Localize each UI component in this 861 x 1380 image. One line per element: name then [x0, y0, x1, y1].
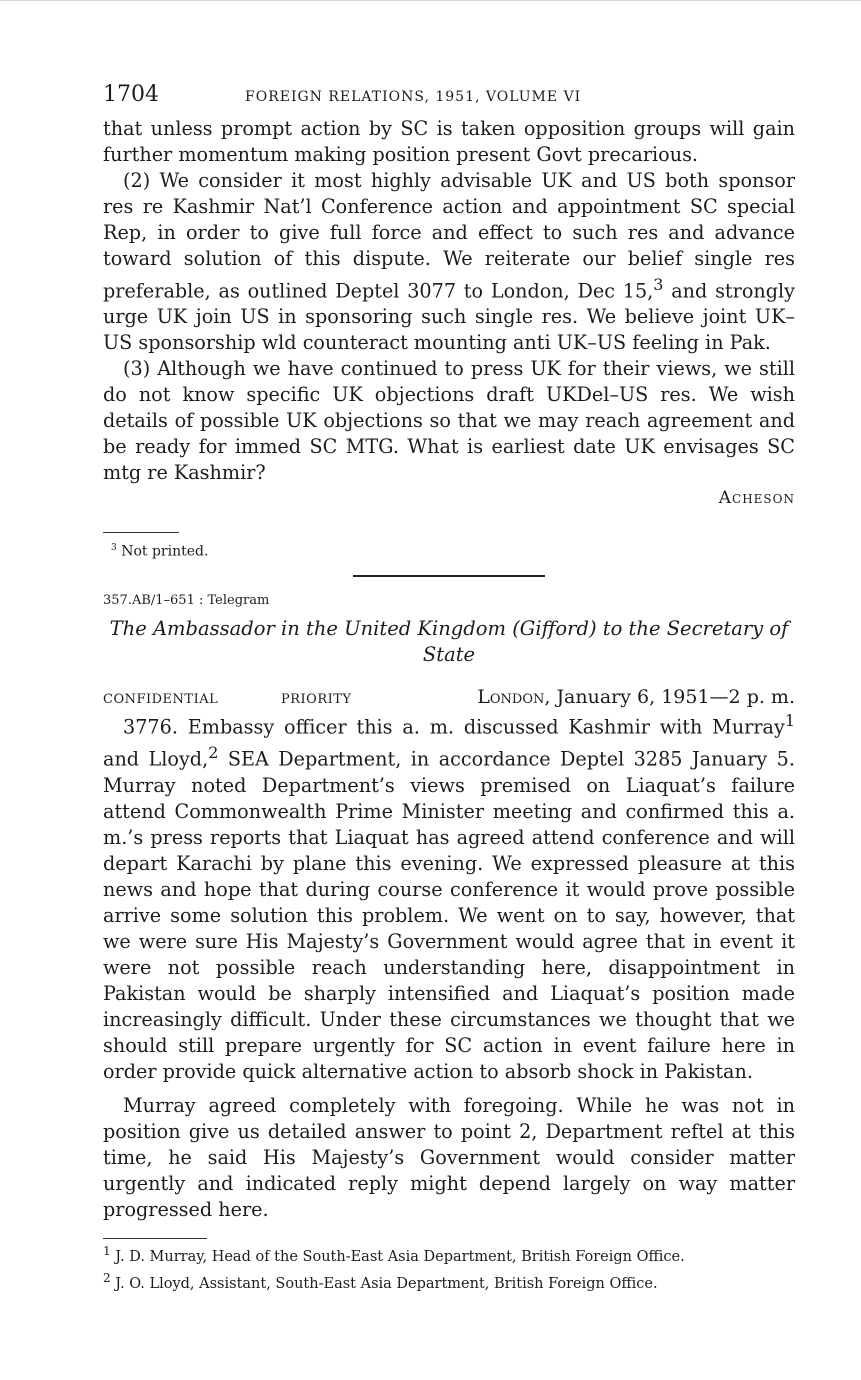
scan-edge-line — [0, 0, 861, 1]
footnote-3-text: Not printed. — [121, 544, 209, 561]
dateline — [103, 686, 795, 708]
telegram-paragraph-1-text-c: SEA Department, in accordance Deptel 3285 January 5. Murray noted Department’s views premised on Liaquat’s failure attend Commonwealth Prime Minister meeting and confirmed this a. m.’s press reports that Liaquat has agreed attend conference and will depart Karachi by plane this evening. We expressed pleasure at this news and hope that during course conference it would prove possible arrive some solution this problem. We went on to say, however, that we were sure His Majesty’s Government would agree that in event it were not possible reach understanding here, disappointment in Pakistan would be sharply intensified and Liaquat’s position made increasingly difficult. Under these circumstances we thought that we should still prepare urgently for SC action in event failure here in order provide quick alternative action to absorb shock in Pakistan. — [103, 747, 795, 1083]
footnote-1-number: 1 — [103, 1243, 111, 1258]
classification-label: CONFIDENTIAL — [103, 692, 219, 708]
signature-acheson: Acheson — [718, 488, 795, 509]
footnote-1 — [103, 1243, 795, 1266]
document-title: The Ambassador in the United Kingdom (Gifford) to the Secretary of State — [109, 617, 789, 667]
date-value: , January 6, 1951—2 p. m. — [544, 686, 795, 709]
paragraph-point-3: (3) Although we have continued to press UK for their views, we still do not know specific UK objections draft UKDel–US res. We wish details of possible UK objections so that we may reach agreement and be ready for immed SC MTG. What is earliest date UK envisages SC mtg re Kashmir? — [103, 357, 795, 485]
footnote-divider-2 — [103, 1238, 207, 1239]
date-text — [451, 686, 795, 708]
page-header — [103, 82, 795, 116]
footnote-3-number: 3 — [111, 543, 117, 554]
footnote-2-number: 2 — [103, 1270, 111, 1285]
telegram-paragraph-1-text-b: and Lloyd, — [103, 747, 209, 771]
footnote-1-text: J. D. Murray, Head of the South-East Asia Department, British Foreign Office. — [115, 1248, 685, 1265]
footnote-ref-1: 1 — [784, 711, 795, 731]
footnote-ref-2: 2 — [208, 743, 219, 763]
file-reference: 357.AB/1–651 : Telegram — [103, 593, 270, 609]
footnote-2-text: J. O. Lloyd, Assistant, South-East Asia Department, British Foreign Office. — [115, 1275, 658, 1292]
running-head: FOREIGN RELATIONS, 1951, VOLUME VI — [245, 89, 582, 105]
paragraph-continuation: that unless prompt action by SC is taken opposition groups will gain further momentum making position present Govt precarious. — [103, 117, 795, 166]
telegram-paragraph-2: Murray agreed completely with foregoing. While he was not in position give us detailed answer to point 2, Department reftel at this time, he said His Majesty’s Government would consider matter urgently and indicated reply might depend largely on way matter progressed here. — [103, 1093, 795, 1221]
footnote-3 — [103, 539, 795, 561]
page-number: 1704 — [103, 82, 159, 107]
priority-label: PRIORITY — [281, 692, 352, 708]
document-page — [103, 82, 795, 1292]
place-name: London — [477, 686, 545, 709]
paragraph-point-2-text-a: (2) We consider it most highly advisable UK and US both sponsor res re Kashmir Nat’l Conference action and appointment SC special Rep, in order to give full force and effect to such res and advance toward solution of this dispute. We reiterate our belief single res preferable, as outlined Deptel 3077 to London, Dec 15, — [103, 169, 795, 303]
footnote-2 — [103, 1270, 795, 1293]
paragraph-point-2 — [103, 168, 795, 356]
section-divider — [353, 575, 545, 577]
paragraph-point-2-text-b: and strongly urge UK join US in sponsoring such single res. We believe joint UK–US sponsorship wld counteract mounting anti UK–US feeling in Pak. — [103, 279, 795, 355]
telegram-paragraph-1-text-a: 3776. Embassy officer this a. m. discussed Kashmir with Murray — [123, 715, 785, 739]
telegram-paragraph-1 — [103, 708, 795, 1085]
footnote-divider — [103, 532, 179, 533]
footnote-ref-3: 3 — [653, 275, 664, 294]
